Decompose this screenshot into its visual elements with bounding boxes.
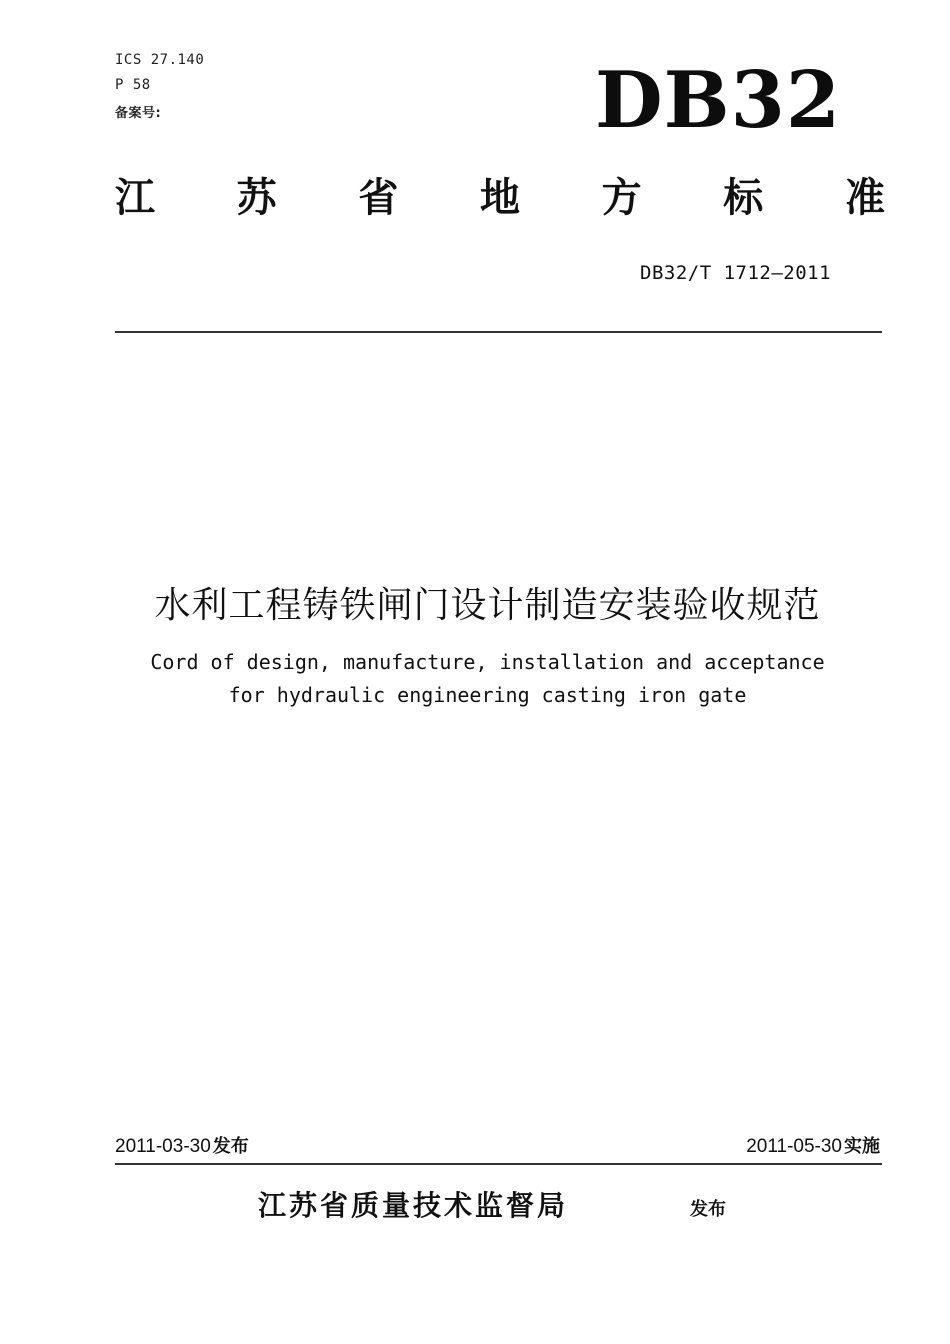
standard-code-logo: DB32 — [595, 55, 842, 146]
standard-number: DB32/T 1712—2011 — [640, 262, 832, 284]
implementation-date-value: 2011-05-30 — [746, 1136, 842, 1157]
classification-code: P 58 — [115, 77, 151, 93]
ics-code: ICS 27.140 — [115, 52, 205, 68]
category-char: 江 — [115, 175, 155, 221]
title-english-line-1: Cord of design, manufacture, installation and acceptance — [150, 650, 825, 674]
category-char: 地 — [479, 175, 520, 221]
title-english-line-2: for hydraulic engineering casting iron gate — [228, 683, 747, 707]
implementation-date-label: 实施 — [844, 1136, 880, 1157]
issue-date-label: 发布 — [212, 1136, 249, 1157]
record-number-label: 备案号: — [115, 106, 162, 121]
category-char: 苏 — [236, 175, 277, 221]
title-chinese: 水利工程铸铁闸门设计制造安装验收规范 — [154, 585, 821, 626]
issue-date — [115, 1137, 249, 1156]
publisher-suffix: 发布 — [690, 1199, 726, 1220]
implementation-date — [746, 1137, 880, 1156]
issue-date-value: 2011-03-30 — [115, 1136, 211, 1157]
bottom-divider — [115, 1163, 882, 1165]
category-char: 方 — [601, 175, 642, 221]
category-char: 标 — [723, 175, 764, 221]
standard-category-heading — [115, 175, 885, 221]
category-char: 省 — [358, 175, 399, 221]
category-char: 准 — [844, 175, 885, 221]
publisher-name: 江苏省质量技术监督局 — [258, 1189, 569, 1222]
top-divider — [115, 331, 882, 333]
